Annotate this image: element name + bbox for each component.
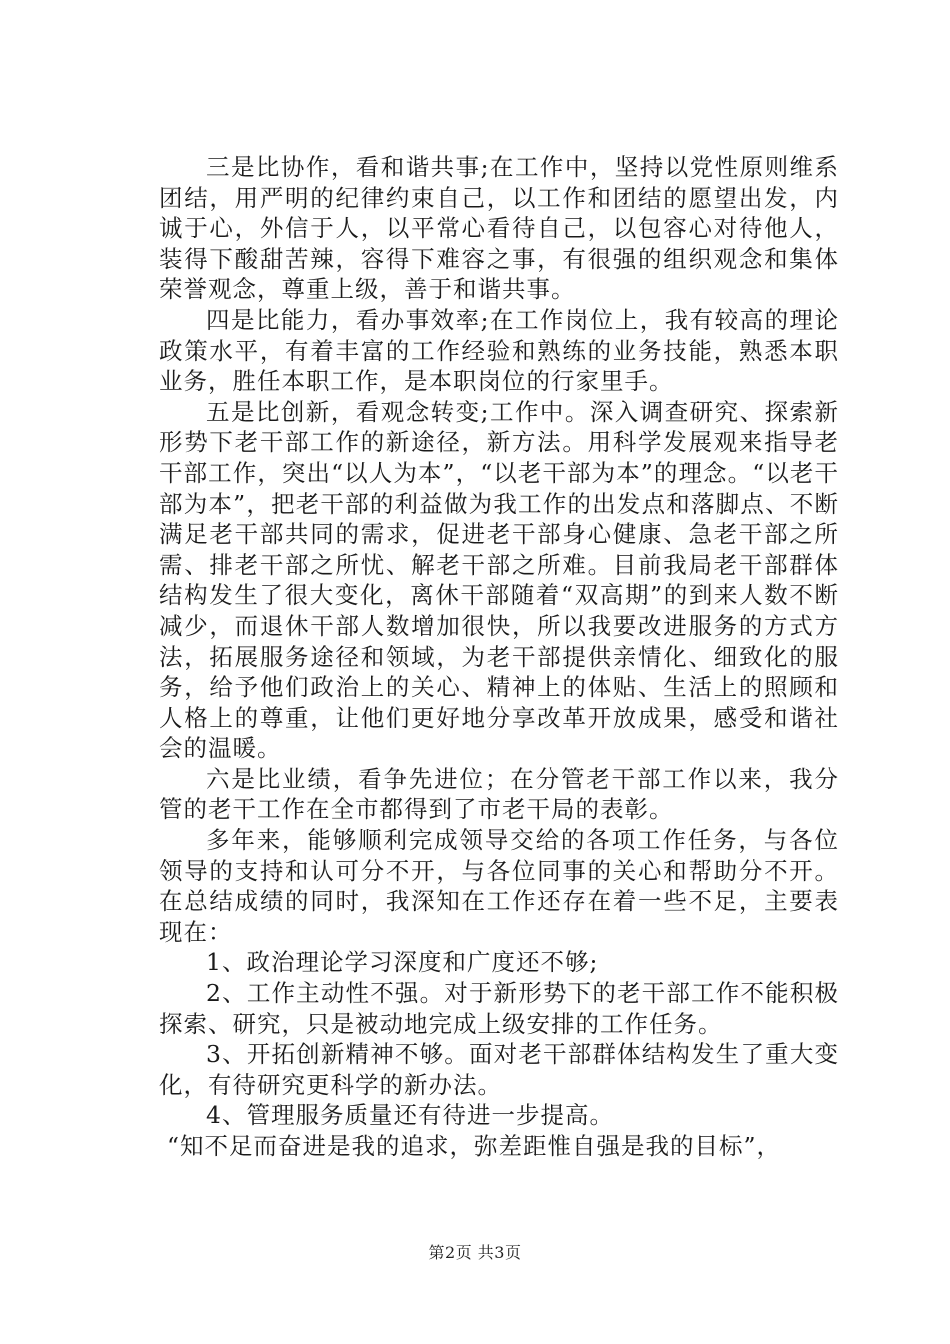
paragraph-shortcoming-2: 2、工作主动性不强。对于新形势下的老干部工作不能积极探索、研究，只是被动地完成上级安排的工作任务。: [159, 979, 839, 1038]
paragraph-shortcoming-3: 3、开拓创新精神不够。面对老干部群体结构发生了重大变化，有待研究更科学的新办法。: [159, 1040, 839, 1099]
paragraph-quote: “知不足而奋进是我的追求，弥差距惟自强是我的目标”，: [167, 1132, 782, 1160]
document-body: [159, 152, 839, 1162]
page-footer: 第2页 共3页: [428, 1243, 522, 1262]
paragraph-cooperation: 三是比协作，看和谐共事;在工作中，坚持以党性原则维系团结，用严明的纪律约束自己，以工作和团结的愿望出发，内诚于心，外信于人，以平常心看待自己，以包容心对待他人，装得下酸甜苦辣，容得下难容之事，有很强的组织观念和集体荣誉观念，尊重上级，善于和谐共事。: [159, 153, 839, 304]
paragraph-ability: 四是比能力，看办事效率;在工作岗位上，我有较高的理论政策水平，有着丰富的工作经验和熟练的业务技能，熟悉本职业务，胜任本职工作，是本职岗位的行家里手。: [159, 305, 839, 396]
paragraph-shortcoming-1: 1、政治理论学习深度和广度还不够;: [206, 948, 599, 977]
paragraph-innovation: 五是比创新，看观念转变;工作中。深入调查研究、探索新形势下老干部工作的新途径，新方法。用科学发展观来指导老干部工作，突出“以人为本”，“以老干部为本”的理念。“以老干部为本”，把老干部的利益做为我工作的出发点和落脚点、不断满足老干部共同的需求，促进老干部身心健康、急老干部之所需、排老干部之所忧、解老干部之所难。目前我局老干部群体结构发生了很大变化，离休干部随着“双高期”的到来人数不断减少，而退休干部人数增加很快，所以我要改进服务的方式方法，拓展服务途径和领域，为老干部提供亲情化、细致化的服务，给予他们政治上的关心、精神上的体贴、生活上的照顾和人格上的尊重，让他们更好地分享改革开放成果，感受和谐社会的温暖。: [159, 397, 839, 763]
paragraph-summary: 多年来，能够顺利完成领导交给的各项工作任务，与各位领导的支持和认可分不开，与各位同事的关心和帮助分不开。在总结成绩的同时，我深知在工作还存在着一些不足，主要表现在：: [159, 826, 839, 946]
paragraph-shortcoming-4: 4、管理服务质量还有待进一步提高。: [206, 1101, 614, 1130]
paragraph-performance: 六是比业绩，看争先进位；在分管老干部工作以来，我分管的老干工作在全市都得到了市老干局的表彰。: [159, 764, 839, 824]
